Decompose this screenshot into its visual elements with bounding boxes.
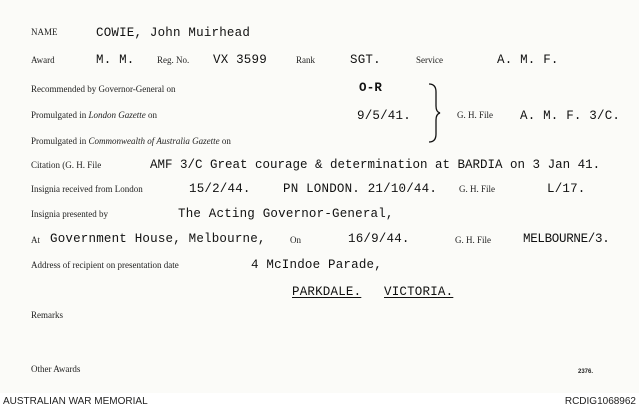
service-value: A. M. F. bbox=[497, 53, 559, 67]
cwlth-gazette-label bbox=[31, 136, 231, 147]
footer-id: RCDIG1068962 bbox=[564, 396, 636, 407]
on-value: 16/9/44. bbox=[348, 232, 410, 246]
name-value: COWIE, John Muirhead bbox=[96, 26, 251, 40]
rank-label: Rank bbox=[296, 55, 315, 65]
at-label: At bbox=[31, 235, 40, 245]
london-gazette-title: London Gazette bbox=[88, 110, 146, 120]
ghfile-value-1: A. M. F. 3/C. bbox=[520, 109, 621, 123]
award-label: Award bbox=[31, 55, 55, 65]
at-value: Government House, Melbourne, bbox=[50, 232, 266, 246]
presented-by-value: The Acting Governor-General, bbox=[178, 207, 394, 221]
form-number: 2376. bbox=[578, 369, 594, 375]
cwlth-gazette-title: Commonwealth of Australia Gazette bbox=[88, 136, 220, 146]
london-gazette-suffix: on bbox=[148, 110, 157, 120]
ghfile-label-2: G. H. File bbox=[459, 184, 495, 194]
recommended-value: O-R bbox=[359, 81, 383, 95]
insignia-received-label: Insignia received from London bbox=[31, 184, 143, 194]
regno-value: VX 3599 bbox=[213, 53, 267, 67]
london-gazette-value: 9/5/41. bbox=[357, 109, 411, 123]
recommended-label: Recommended by Governor-General on bbox=[31, 84, 176, 94]
service-label: Service bbox=[416, 55, 443, 65]
insignia-received-value: 15/2/44. bbox=[189, 182, 251, 196]
address-label: Address of recipient on presentation date bbox=[31, 260, 179, 270]
footer-source: AUSTRALIAN WAR MEMORIAL bbox=[3, 396, 148, 407]
address-line1: 4 McIndoe Parade, bbox=[251, 258, 382, 272]
ghfile-value-2: L/17. bbox=[547, 182, 586, 196]
insignia-pn-value: PN LONDON. 21/10/44. bbox=[283, 182, 438, 196]
cwlth-gazette-prefix: Promulgated in bbox=[31, 136, 87, 146]
london-gazette-prefix: Promulgated in bbox=[31, 110, 87, 120]
citation-value: AMF 3/C Great courage & determination at BARDIA on 3 Jan 41. bbox=[150, 158, 601, 172]
ghfile-label-1: G. H. File bbox=[457, 110, 493, 120]
address-line2-suburb: PARKDALE. bbox=[292, 285, 362, 299]
name-label: NAME bbox=[31, 27, 58, 37]
ghfile-label-3: G. H. File bbox=[455, 235, 491, 245]
brace-icon bbox=[427, 82, 441, 144]
on-label: On bbox=[290, 235, 301, 245]
rank-value: SGT. bbox=[350, 53, 381, 67]
cwlth-gazette-suffix: on bbox=[221, 136, 231, 146]
regno-label: Reg. No. bbox=[157, 55, 190, 65]
presented-by-label: Insignia presented by bbox=[31, 209, 108, 219]
other-awards-label: Other Awards bbox=[31, 364, 81, 374]
address-line2-state: VICTORIA. bbox=[384, 285, 454, 299]
citation-label: Citation (G. H. File bbox=[31, 160, 102, 170]
ghfile-value-3: MELBOURNE/3. bbox=[523, 232, 610, 246]
remarks-label: Remarks bbox=[31, 310, 63, 320]
london-gazette-label bbox=[31, 110, 157, 121]
award-value: M. M. bbox=[96, 53, 135, 67]
